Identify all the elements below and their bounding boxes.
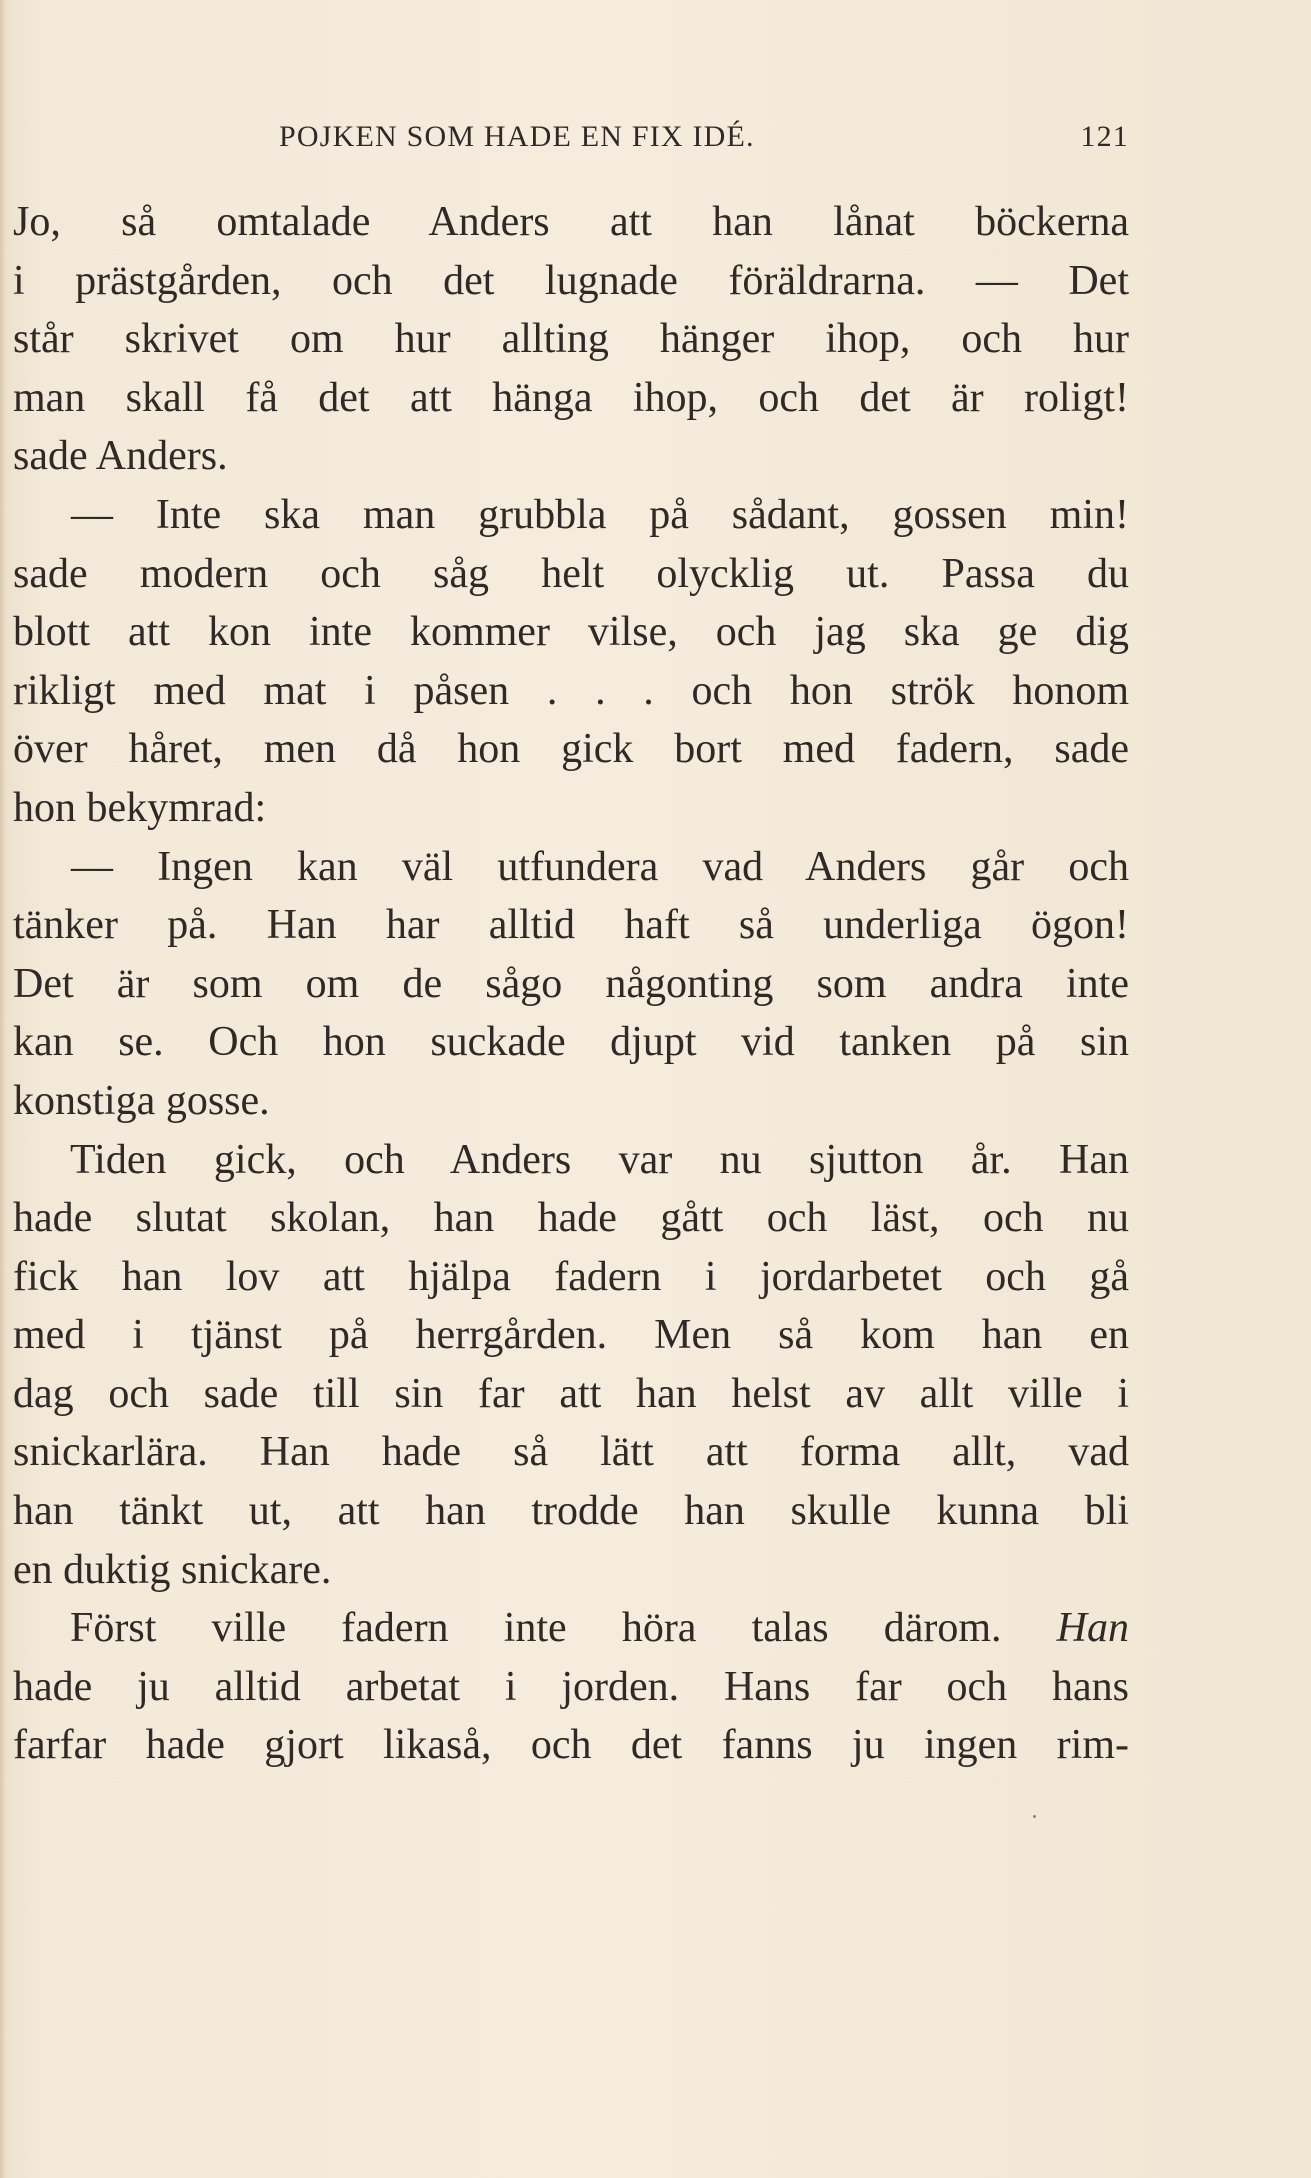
text-line: hade ju alltid arbetat i jorden. Hans far och hans <box>13 1663 1129 1710</box>
text-line: i prästgården, och det lugnade föräldrarna. — Det <box>13 257 1129 304</box>
text-line: — Inte ska man grubbla på sådant, gossen min! <box>71 491 1129 538</box>
text-line: Det är som om de sågo någonting som andra inte <box>13 960 1129 1007</box>
text-line: fick han lov att hjälpa fadern i jordarbetet och gå <box>13 1253 1129 1300</box>
text-line: man skall få det att hänga ihop, och det är roligt! <box>13 374 1129 421</box>
text-line: dag och sade till sin far att han helst av allt ville i <box>13 1370 1129 1417</box>
text-line: blott att kon inte kommer vilse, och jag ska ge dig <box>13 609 1129 656</box>
running-head <box>279 112 1129 162</box>
running-title: POJKEN SOM HADE EN FIX IDÉ. <box>279 120 755 153</box>
text-line: sade modern och såg helt olycklig ut. Passa du <box>13 550 1129 597</box>
page-number: 121 <box>1080 120 1129 153</box>
text-line: Tiden gick, och Anders var nu sjutton år. Han <box>70 1136 1129 1183</box>
text-line: — Ingen kan väl utfundera vad Anders går och <box>71 843 1129 890</box>
text-line: över håret, men då hon gick bort med fadern, sade <box>13 726 1129 773</box>
text-line: konstiga gosse. <box>13 1077 270 1124</box>
page-edge-shadow <box>0 0 6 2178</box>
text-line: tänker på. Han har alltid haft så underliga ögon! <box>13 902 1129 949</box>
text-line: kan se. Och hon suckade djupt vid tanken på sin <box>13 1019 1129 1066</box>
paper-speck <box>1033 1815 1036 1818</box>
text-line: hade slutat skolan, han hade gått och läst, och nu <box>13 1195 1129 1242</box>
text-segment: Först ville fadern inte höra talas därom. <box>70 1605 1002 1652</box>
text-line: han tänkt ut, att han trodde han skulle kunna bli <box>13 1488 1129 1535</box>
italic-word: Han <box>1056 1605 1129 1652</box>
text-line: med i tjänst på herrgården. Men så kom han en <box>13 1312 1129 1359</box>
text-line: sade Anders. <box>13 433 228 480</box>
text-line: en duktig snickare. <box>13 1546 332 1593</box>
body-text <box>13 193 1129 1775</box>
text-line: står skrivet om hur allting hänger ihop, och hur <box>13 316 1129 363</box>
text-line: snickarlära. Han hade så lätt att forma allt, vad <box>13 1429 1129 1476</box>
text-line: hon bekymrad: <box>13 784 267 831</box>
text-line: Jo, så omtalade Anders att han lånat böckerna <box>13 199 1129 245</box>
text-line: farfar hade gjort likaså, och det fanns ju ingen rim- <box>13 1722 1129 1769</box>
text-line: rikligt med mat i påsen . . . och hon strök honom <box>13 667 1129 714</box>
text-line <box>13 1599 1129 1658</box>
